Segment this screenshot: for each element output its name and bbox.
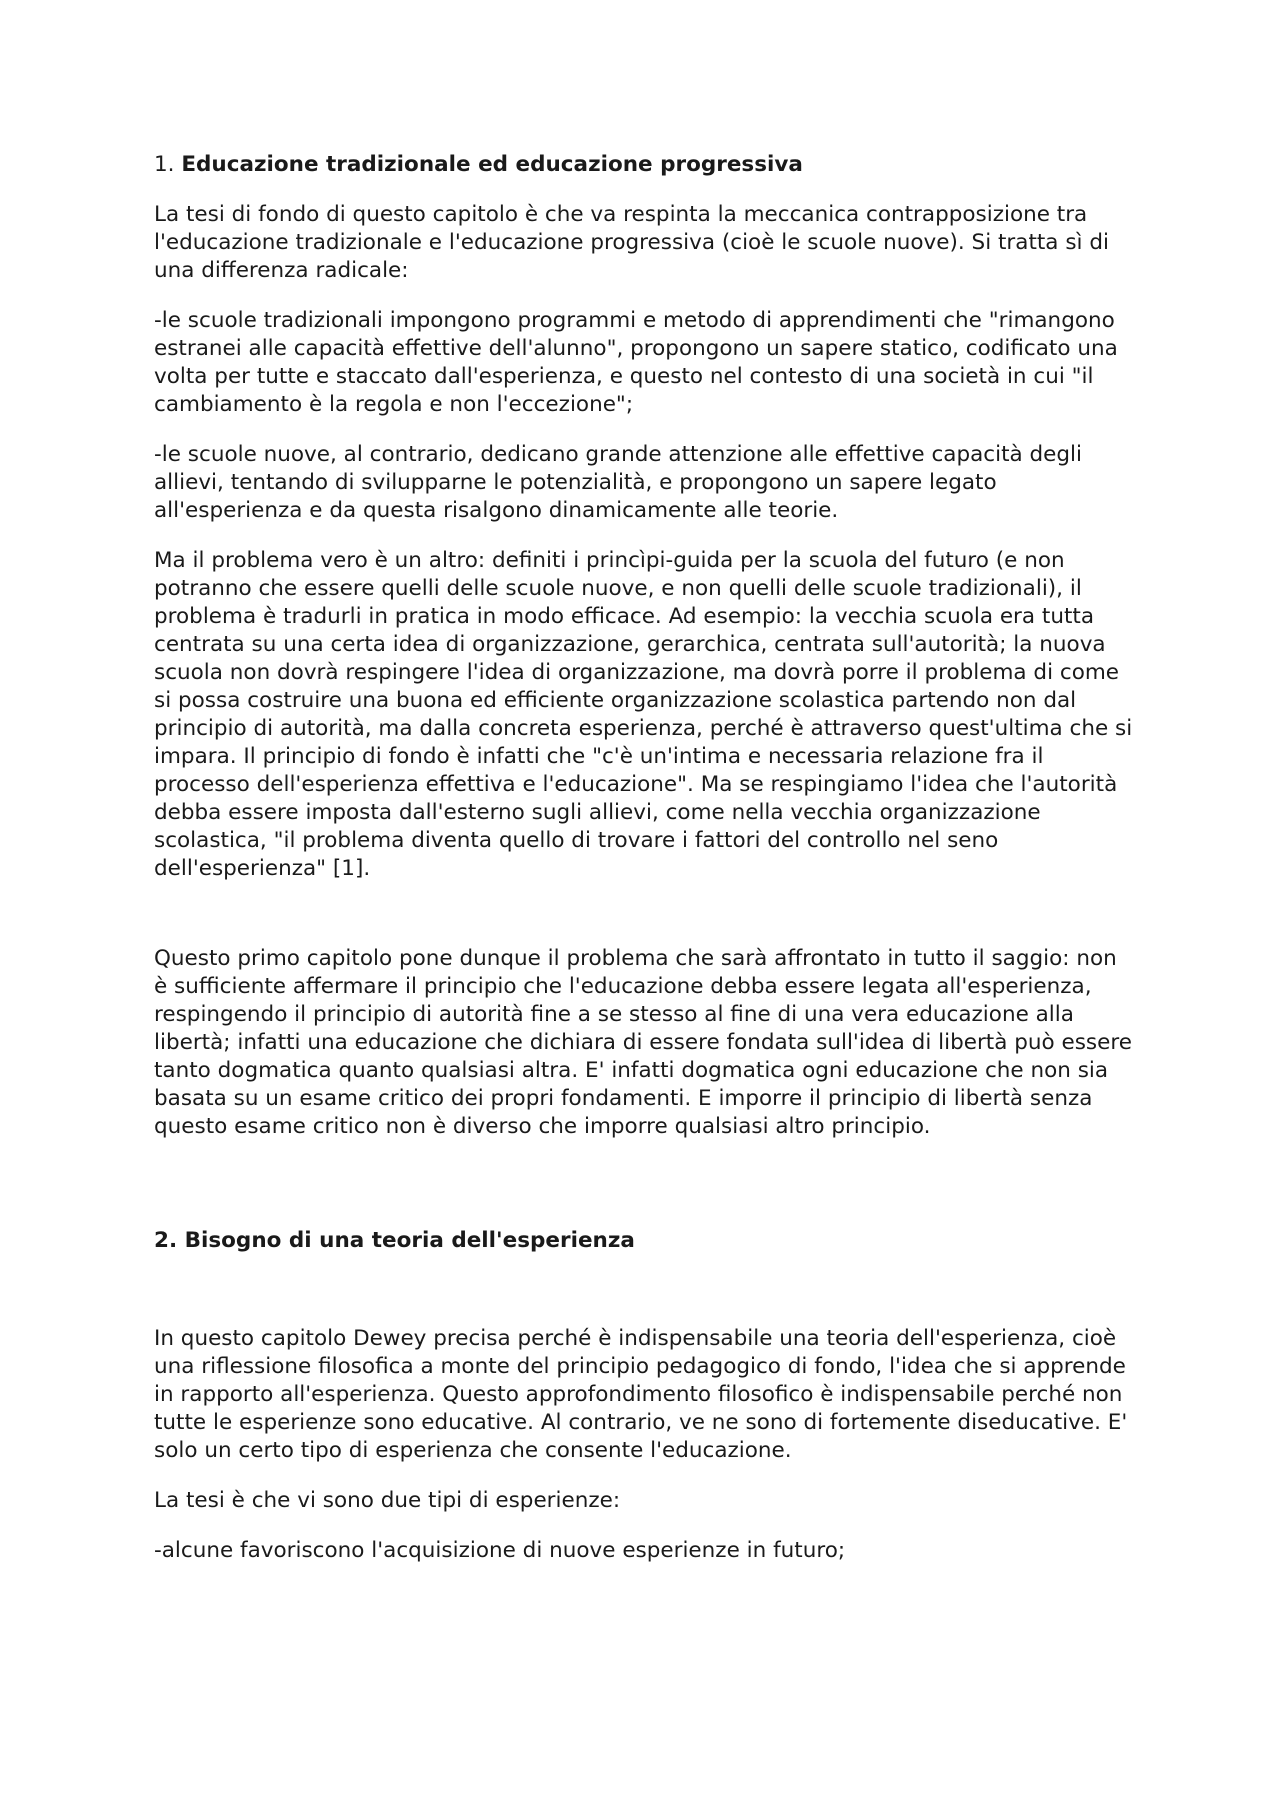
- section-2-heading: [154, 1227, 1134, 1255]
- section-1-title: Educazione tradizionale ed educazione progressiva: [181, 152, 803, 177]
- section-1-number: 1.: [154, 152, 175, 177]
- paragraph: In questo capitolo Dewey precisa perché è indispensabile una teoria dell'esperienza, cioè una riflessione filosofica a monte del principio pedagogico di fondo, l'idea che si apprende in rapporto all'esperienza. Questo approfondimento filosofico è indispensabile perché non tutte le esperienze sono educative. Al contrario, ve ne sono di fortemente diseducative. E' solo un certo tipo di esperienza che consente l'educazione.: [154, 1326, 1128, 1463]
- section-2-title: 2. Bisogno di una teoria dell'esperienza: [154, 1228, 635, 1253]
- paragraph: La tesi è che vi sono due tipi di esperienze:: [154, 1488, 621, 1513]
- paragraph: -le scuole tradizionali impongono programmi e metodo di apprendimenti che "rimangono estranei alle capacità effettive dell'alunno", propongono un sapere statico, codificato una volta per tutte e staccato dall'esperienza, e questo nel contesto di una società in cui "il cambiamento è la regola e non l'eccezione";: [154, 308, 1118, 417]
- document-page: [154, 151, 1134, 1587]
- paragraph: La tesi di fondo di questo capitolo è che va respinta la meccanica contrapposizione tra l'educazione tradizionale e l'educazione progressiva (cioè le scuole nuove). Si tratta sì di una differenza radicale:: [154, 202, 1109, 283]
- paragraph: -le scuole nuove, al contrario, dedicano grande attenzione alle effettive capacità degli allievi, tentando di svilupparne le potenzialità, e propongono un sapere legato all'esperienza e da questa risalgono dinamicamente alle teorie.: [154, 442, 1083, 523]
- paragraph: Questo primo capitolo pone dunque il problema che sarà affrontato in tutto il saggio: non è sufficiente affermare il principio che l'educazione debba essere legata all'esperienza, respingendo il principio di autorità fine a se stesso al fine di una vera educazione alla libertà; infatti una educazione che dichiara di essere fondata sull'idea di libertà può essere tanto dogmatica quanto qualsiasi altra. E' infatti dogmatica ogni educazione che non sia basata su un esame critico dei propri fondamenti. E imporre il principio di libertà senza questo esame critico non è diverso che imporre qualsiasi altro principio.: [154, 946, 1132, 1139]
- paragraph: -alcune favoriscono l'acquisizione di nuove esperienze in futuro;: [154, 1538, 846, 1563]
- section-1-heading: [154, 151, 1134, 179]
- paragraph: Ma il problema vero è un altro: definiti i princìpi-guida per la scuola del futuro (e non potranno che essere quelli delle scuole nuove, e non quelli delle scuole tradizionali), il problema è tradurli in pratica in modo efficace. Ad esempio: la vecchia scuola era tutta centrata su una certa idea di organizzazione, gerarchica, centrata sull'autorità; la nuova scuola non dovrà respingere l'idea di organizzazione, ma dovrà porre il problema di come si possa costruire una buona ed efficiente organizzazione scolastica partendo non dal principio di autorità, ma dalla concreta esperienza, perché è attraverso quest'ultima che si impara. Il principio di fondo è infatti che "c'è un'intima e necessaria relazione fra il processo dell'esperienza effettiva e l'educazione". Ma se respingiamo l'idea che l'autorità debba essere imposta dall'esterno sugli allievi, come nella vecchia organizzazione scolastica, "il problema diventa quello di trovare i fattori del controllo nel seno dell'esperienza" [1].: [154, 548, 1133, 881]
